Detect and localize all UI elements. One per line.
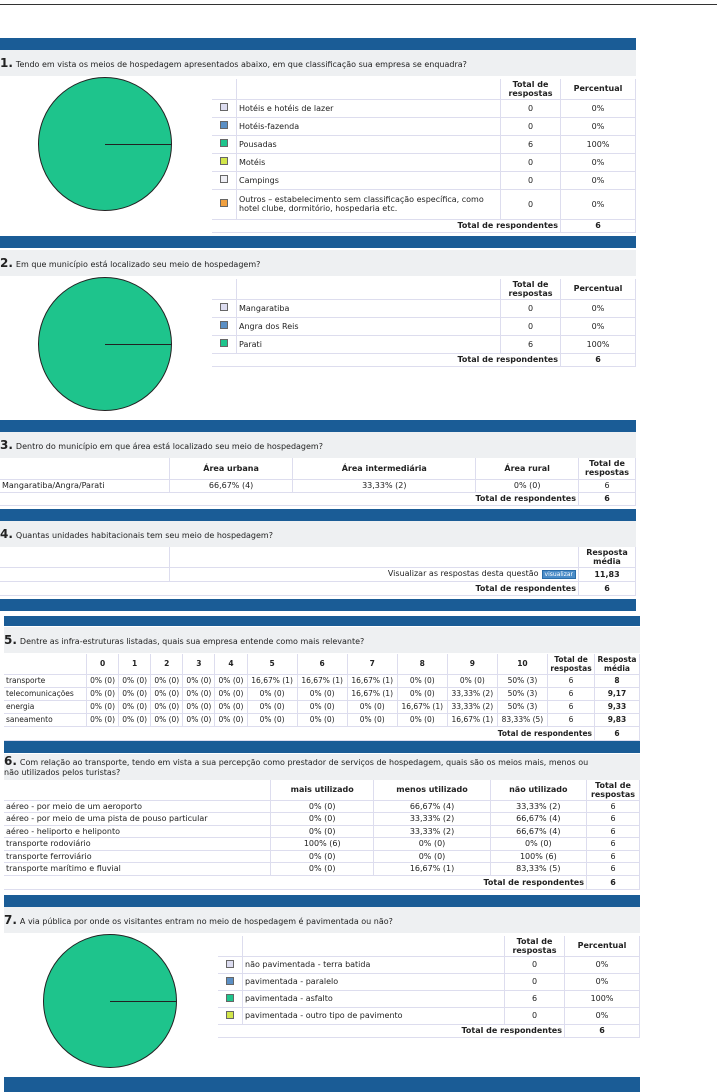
q1-number: 1. <box>0 56 13 70</box>
table-row <box>212 189 636 219</box>
table-row <box>4 713 640 726</box>
q5-row-label: telecomunicações <box>4 687 87 700</box>
q5-row-total: 6 <box>548 700 595 713</box>
q6-row-total: 6 <box>587 863 640 876</box>
q6-cell: 66,67% (4) <box>490 825 586 838</box>
q5-row-total: 6 <box>548 687 595 700</box>
q7-option-percent: 0% <box>565 1007 640 1024</box>
q7-number: 7. <box>4 913 17 927</box>
q7-option-label: pavimentada - asfalto <box>243 990 505 1007</box>
q1-option-count: 0 <box>501 153 561 171</box>
q3-cell: 6 <box>579 479 636 492</box>
q6-cell: 100% (6) <box>490 850 586 863</box>
q5-col-scale: 0 <box>87 654 119 674</box>
q5-cell: 0% (0) <box>87 713 119 726</box>
q5-col-scale: 4 <box>215 654 247 674</box>
table-row <box>4 863 640 876</box>
table-row <box>212 153 636 171</box>
q6-row-label: aéreo - por meio de uma pista de pouso particular <box>4 813 271 826</box>
q6-number: 6. <box>4 754 17 768</box>
q7-pie-chart <box>43 934 177 1068</box>
q4-media-value: 11,83 <box>579 567 636 581</box>
q4-col-media: Resposta média <box>579 547 636 567</box>
q6-header <box>4 754 640 780</box>
top-rule <box>0 0 717 5</box>
table-row <box>212 335 636 353</box>
q1-option-percent: 0% <box>561 117 636 135</box>
q5-col-total: Total de respostas <box>548 654 595 674</box>
q6-cell: 66,67% (4) <box>374 800 490 813</box>
q1-table <box>212 79 636 233</box>
legend-swatch <box>220 339 228 347</box>
q5-cell: 0% (0) <box>215 700 247 713</box>
table-row <box>218 1007 640 1024</box>
table-row <box>4 800 640 813</box>
q2-footer-label: Total de respondentes <box>212 353 561 366</box>
q6-row-total: 6 <box>587 850 640 863</box>
legend-swatch <box>226 977 234 985</box>
legend-swatch <box>220 157 228 165</box>
q7-table <box>218 936 640 1038</box>
section-bar <box>0 509 636 521</box>
q2-col-percentual: Percentual <box>561 279 636 299</box>
q5-cell: 83,33% (5) <box>497 713 547 726</box>
q1-option-count: 0 <box>501 171 561 189</box>
q2-col-total: Total de respostas <box>501 279 561 299</box>
q5-cell: 0% (0) <box>297 687 347 700</box>
q5-cell: 0% (0) <box>87 687 119 700</box>
q4-table <box>0 547 636 596</box>
q3-header <box>0 432 636 458</box>
q2-option-label: Parati <box>237 335 501 353</box>
q5-cell: 16,67% (1) <box>447 713 497 726</box>
section-bar <box>0 236 636 248</box>
q3-cell: 66,67% (4) <box>170 479 293 492</box>
q7-option-label: pavimentada - outro tipo de pavimento <box>243 1007 505 1024</box>
legend-swatch <box>220 139 228 147</box>
q5-cell: 0% (0) <box>183 713 215 726</box>
legend-swatch <box>220 103 228 111</box>
q3-col-rural: Área rural <box>476 458 579 479</box>
q6-cell: 0% (0) <box>271 825 374 838</box>
q6-cell: 16,67% (1) <box>374 863 490 876</box>
q5-row-label: saneamento <box>4 713 87 726</box>
q4-text: Quantas unidades habitacionais tem seu meio de hospedagem? <box>15 531 273 540</box>
q6-row-label: transporte rodoviário <box>4 838 271 851</box>
q5-row-media: 8 <box>595 674 640 687</box>
q6-cell: 66,67% (4) <box>490 813 586 826</box>
legend-swatch <box>220 175 228 183</box>
q5-cell: 0% (0) <box>397 674 447 687</box>
q6-cell: 0% (0) <box>271 813 374 826</box>
legend-swatch <box>220 321 228 329</box>
q3-col-urbana: Área urbana <box>170 458 293 479</box>
q1-option-percent: 0% <box>561 153 636 171</box>
q2-option-count: 0 <box>501 299 561 317</box>
q5-cell: 16,67% (1) <box>397 700 447 713</box>
q5-row-media: 9,33 <box>595 700 640 713</box>
q5-cell: 50% (3) <box>497 700 547 713</box>
table-row <box>218 973 640 990</box>
q6-col-nao: não utilizado <box>490 780 586 800</box>
q5-cell: 33,33% (2) <box>447 687 497 700</box>
q6-row-label: aéreo - por meio de um aeroporto <box>4 800 271 813</box>
q1-col-total: Total de respostas <box>501 79 561 99</box>
q6-cell: 100% (6) <box>271 838 374 851</box>
q5-cell: 0% (0) <box>347 700 397 713</box>
q5-cell: 0% (0) <box>151 700 183 713</box>
q5-cell: 0% (0) <box>87 700 119 713</box>
q7-col-total: Total de respostas <box>505 936 565 956</box>
q1-header <box>0 50 636 76</box>
q2-option-percent: 0% <box>561 317 636 335</box>
q4-footer-value: 6 <box>579 581 636 595</box>
q5-cell: 0% (0) <box>87 674 119 687</box>
q2-table <box>212 279 636 367</box>
table-row <box>212 171 636 189</box>
q3-footer-label: Total de respondentes <box>0 492 579 505</box>
q5-row-total: 6 <box>548 674 595 687</box>
q5-row-media: 9,83 <box>595 713 640 726</box>
legend-swatch <box>220 199 228 207</box>
q6-text-line1: Com relação ao transporte, tendo em vista a sua percepção como prestador de serviços de hospedagem, quais são os meios mais, menos ou <box>19 758 589 767</box>
q1-option-percent: 100% <box>561 135 636 153</box>
q1-option-count: 0 <box>501 189 561 219</box>
q5-cell: 0% (0) <box>297 700 347 713</box>
q7-option-label: pavimentada - paralelo <box>243 973 505 990</box>
table-row <box>218 956 640 973</box>
q5-cell: 33,33% (2) <box>447 700 497 713</box>
q5-cell: 0% (0) <box>119 700 151 713</box>
section-bar <box>0 599 636 611</box>
q7-option-percent: 0% <box>565 973 640 990</box>
q3-cell: 33,33% (2) <box>293 479 476 492</box>
q5-col-scale: 2 <box>151 654 183 674</box>
q7-option-percent: 100% <box>565 990 640 1007</box>
q1-option-label: Hotéis e hotéis de lazer <box>237 99 501 117</box>
q2-number: 2. <box>0 256 13 270</box>
q5-cell: 50% (3) <box>497 687 547 700</box>
q6-row-label: aéreo - heliporto e heliponto <box>4 825 271 838</box>
q5-cell: 0% (0) <box>119 687 151 700</box>
q5-col-scale: 8 <box>397 654 447 674</box>
q6-cell: 0% (0) <box>271 850 374 863</box>
q7-option-count: 0 <box>505 1007 565 1024</box>
q6-cell: 0% (0) <box>271 863 374 876</box>
q5-cell: 0% (0) <box>215 687 247 700</box>
q7-option-percent: 0% <box>565 956 640 973</box>
q2-option-percent: 0% <box>561 299 636 317</box>
section-bar <box>4 895 640 907</box>
q5-cell: 0% (0) <box>183 674 215 687</box>
q2-footer-value: 6 <box>561 353 636 366</box>
q3-cell: 0% (0) <box>476 479 579 492</box>
q7-footer-value: 6 <box>565 1024 640 1037</box>
q5-row-label: energia <box>4 700 87 713</box>
table-row <box>212 135 636 153</box>
q5-col-scale: 10 <box>497 654 547 674</box>
q2-pie-chart <box>38 277 172 411</box>
q5-cell: 0% (0) <box>183 687 215 700</box>
q5-number: 5. <box>4 633 17 647</box>
q5-col-scale: 9 <box>447 654 497 674</box>
q3-number: 3. <box>0 438 13 452</box>
q1-option-count: 0 <box>501 99 561 117</box>
q5-cell: 16,67% (1) <box>347 687 397 700</box>
q6-cell: 33,33% (2) <box>374 825 490 838</box>
q5-cell: 0% (0) <box>151 674 183 687</box>
q5-cell: 0% (0) <box>447 674 497 687</box>
legend-swatch <box>220 121 228 129</box>
q1-option-percent: 0% <box>561 189 636 219</box>
table-row <box>218 990 640 1007</box>
q3-footer-value: 6 <box>579 492 636 505</box>
q6-col-menos: menos utilizado <box>374 780 490 800</box>
table-row <box>4 825 640 838</box>
q5-cell: 0% (0) <box>397 687 447 700</box>
legend-swatch <box>226 1011 234 1019</box>
table-row <box>212 117 636 135</box>
q1-option-label: Outros – estabelecimento sem classificação específica, como hotel clube, dormitório, hospedaria etc. <box>237 189 501 219</box>
q5-cell: 16,67% (1) <box>297 674 347 687</box>
q7-option-count: 6 <box>505 990 565 1007</box>
q2-text: Em que município está localizado seu meio de hospedagem? <box>15 260 261 269</box>
q7-option-count: 0 <box>505 973 565 990</box>
q6-cell: 83,33% (5) <box>490 863 586 876</box>
q1-footer-label: Total de respondentes <box>212 219 561 232</box>
q5-col-scale: 6 <box>297 654 347 674</box>
q7-option-label: não pavimentada - terra batida <box>243 956 505 973</box>
q1-option-label: Hotéis-fazenda <box>237 117 501 135</box>
q6-text-line2: não utilizados pelos turistas? <box>4 768 121 777</box>
q6-cell: 0% (0) <box>271 800 374 813</box>
q5-cell: 0% (0) <box>247 687 297 700</box>
q5-cell: 50% (3) <box>497 674 547 687</box>
q5-cell: 16,67% (1) <box>247 674 297 687</box>
q1-option-percent: 0% <box>561 171 636 189</box>
q7-header <box>4 907 640 933</box>
q4-footer-label: Total de respondentes <box>0 581 579 595</box>
q4-number: 4. <box>0 527 13 541</box>
q2-option-percent: 100% <box>561 335 636 353</box>
q5-col-scale: 5 <box>247 654 297 674</box>
q1-option-count: 6 <box>501 135 561 153</box>
q5-cell: 16,67% (1) <box>347 674 397 687</box>
q3-col-total: Total de respostas <box>579 458 636 479</box>
q5-col-media: Resposta média <box>595 654 640 674</box>
q1-option-label: Campings <box>237 171 501 189</box>
q6-row-total: 6 <box>587 800 640 813</box>
q5-footer-label: Total de respondentes <box>4 726 595 740</box>
q5-cell: 0% (0) <box>215 713 247 726</box>
q1-option-count: 0 <box>501 117 561 135</box>
q5-col-scale: 1 <box>119 654 151 674</box>
q5-cell: 0% (0) <box>297 713 347 726</box>
q5-cell: 0% (0) <box>151 713 183 726</box>
q6-row-label: transporte marítimo e fluvial <box>4 863 271 876</box>
q1-text: Tendo em vista os meios de hospedagem apresentados abaixo, em que classificação sua empresa se enquadra? <box>15 60 467 69</box>
q2-option-count: 0 <box>501 317 561 335</box>
q5-row-total: 6 <box>548 713 595 726</box>
q6-cell: 0% (0) <box>374 850 490 863</box>
q5-table <box>4 654 640 741</box>
q2-option-count: 6 <box>501 335 561 353</box>
q1-option-label: Motéis <box>237 153 501 171</box>
q4-visualizar-text: Visualizar as respostas desta questão <box>387 569 539 578</box>
q6-row-total: 6 <box>587 813 640 826</box>
table-row <box>4 687 640 700</box>
q7-col-percentual: Percentual <box>565 936 640 956</box>
q5-cell: 0% (0) <box>119 713 151 726</box>
q6-col-total: Total de respostas <box>587 780 640 800</box>
section-bar <box>0 38 636 50</box>
q5-header <box>4 627 640 653</box>
q5-row-media: 9,17 <box>595 687 640 700</box>
q4-header <box>0 521 636 547</box>
q7-footer-label: Total de respondentes <box>218 1024 565 1037</box>
q5-cell: 0% (0) <box>183 700 215 713</box>
q6-cell: 0% (0) <box>490 838 586 851</box>
q6-row-total: 6 <box>587 838 640 851</box>
q2-option-label: Mangaratiba <box>237 299 501 317</box>
q3-text: Dentro do município em que área está localizado seu meio de hospedagem? <box>15 442 323 451</box>
q1-pie-chart <box>38 77 172 211</box>
q5-cell: 0% (0) <box>397 713 447 726</box>
q6-cell: 33,33% (2) <box>374 813 490 826</box>
q6-cell: 0% (0) <box>374 838 490 851</box>
q5-col-scale: 7 <box>347 654 397 674</box>
q6-col-mais: mais utilizado <box>271 780 374 800</box>
q5-cell: 0% (0) <box>247 700 297 713</box>
table-row <box>4 700 640 713</box>
table-row <box>212 317 636 335</box>
q3-table <box>0 458 636 506</box>
q5-cell: 0% (0) <box>215 674 247 687</box>
table-row <box>4 813 640 826</box>
q6-footer-label: Total de respondentes <box>4 875 587 889</box>
q1-col-percentual: Percentual <box>561 79 636 99</box>
q1-footer-value: 6 <box>561 219 636 232</box>
section-bar <box>0 420 636 432</box>
q5-col-scale: 3 <box>183 654 215 674</box>
q7-text: A via pública por onde os visitantes entram no meio de hospedagem é pavimentada ou não? <box>19 917 393 926</box>
q5-footer-value: 6 <box>595 726 640 740</box>
legend-swatch <box>226 994 234 1002</box>
q5-text: Dentre as infra-estruturas listadas, quais sua empresa entende como mais relevante? <box>19 637 365 646</box>
q6-row-label: transporte ferroviário <box>4 850 271 863</box>
section-bar <box>4 741 640 753</box>
q6-table <box>4 780 640 890</box>
table-row <box>212 99 636 117</box>
q6-row-total: 6 <box>587 825 640 838</box>
q2-option-label: Angra dos Reis <box>237 317 501 335</box>
q5-row-label: transporte <box>4 674 87 687</box>
q1-option-label: Pousadas <box>237 135 501 153</box>
q3-row-label: Mangaratiba/Angra/Parati <box>0 479 170 492</box>
table-row <box>4 674 640 687</box>
table-row <box>4 850 640 863</box>
q2-header <box>0 250 636 276</box>
legend-swatch <box>220 303 228 311</box>
section-bar <box>4 1077 640 1092</box>
q6-footer-value: 6 <box>587 875 640 889</box>
visualizar-button[interactable]: visualizar <box>542 570 576 579</box>
table-row <box>4 838 640 851</box>
q3-col-inter: Área intermediária <box>293 458 476 479</box>
q6-cell: 33,33% (2) <box>490 800 586 813</box>
q1-option-percent: 0% <box>561 99 636 117</box>
q5-cell: 0% (0) <box>247 713 297 726</box>
q5-cell: 0% (0) <box>151 687 183 700</box>
q5-cell: 0% (0) <box>347 713 397 726</box>
section-bar <box>4 616 640 626</box>
table-row <box>212 299 636 317</box>
q5-cell: 0% (0) <box>119 674 151 687</box>
q7-option-count: 0 <box>505 956 565 973</box>
legend-swatch <box>226 960 234 968</box>
